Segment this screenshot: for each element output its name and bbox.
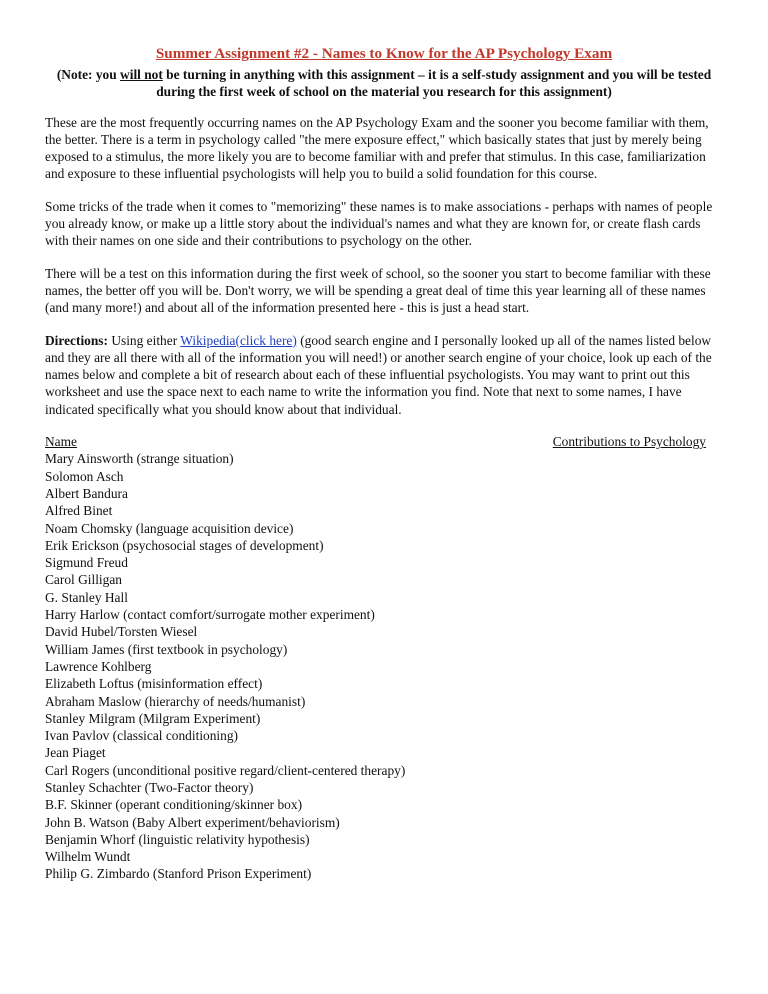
list-item: Jean Piaget: [45, 745, 106, 761]
contributions-column-header: Contributions to Psychology: [552, 434, 706, 450]
list-item: Lawrence Kohlberg: [45, 658, 152, 674]
list-item: Noam Chomsky (language acquisition device): [45, 520, 294, 536]
list-item: Abraham Maslow (hierarchy of needs/humanist): [45, 693, 306, 709]
names-table-header: [45, 433, 706, 450]
list-item: Carol Gilligan: [45, 572, 122, 588]
list-item: Carl Rogers (unconditional positive regard/client-centered therapy): [45, 762, 406, 778]
list-item: Benjamin Whorf (linguistic relativity hypothesis): [45, 831, 310, 847]
list-item: Albert Bandura: [45, 485, 128, 501]
name-column-header: Name: [45, 434, 77, 450]
test-paragraph: There will be a test on this information during the first week of school, so the sooner you start to become familiar with these names, the better off you will be. Don't worry, we will be spending a great deal of time this year learning all of these names (and many more!) and about all of the information presented here - this is just a head start.: [45, 265, 711, 316]
list-item: William James (first textbook in psychology): [45, 641, 288, 657]
list-item: Solomon Asch: [45, 468, 124, 484]
document-page: [45, 44, 723, 883]
directions-before-link: Using either: [107, 332, 181, 348]
intro-paragraph: These are the most frequently occurring names on the AP Psychology Exam and the sooner you become familiar with them, the better. There is a term in psychology called "the mere exposure effect," which basically states that just by merely being exposed to a stimulus, the more likely you are to become familiar with and prefer that stimulus. In this case, familiarization and exposure to these influential psychologists will help you to build a solid foundation for this course.: [45, 114, 709, 182]
list-item: Harry Harlow (contact comfort/surrogate mother experiment): [45, 607, 375, 623]
list-item: Ivan Pavlov (classical conditioning): [45, 728, 239, 744]
list-item: Stanley Schachter (Two-Factor theory): [45, 779, 254, 795]
assignment-note: [45, 66, 723, 101]
psychologist-name-list: [45, 450, 723, 882]
directions-after-link: (good search engine and I personally looked up all of the names listed below and they are all there with all of the information you will need!) or another search engine of your choice, look up each of the names below and complete a bit of research about each of these influential psychologists. You may want to print out this worksheet and use the space next to each name to write the information you find. Note that next to some names, I have indicated specifically what you should know about that individual.: [45, 332, 712, 417]
page-title: Summer Assignment #2 - Names to Know for the AP Psychology Exam: [155, 45, 613, 62]
list-item: B.F. Skinner (operant conditioning/skinner box): [45, 797, 303, 813]
directions-paragraph: [45, 332, 723, 418]
tips-paragraph: Some tricks of the trade when it comes to "memorizing" these names is to make associations - perhaps with names of people you already know, or make up a little story about the individual's names and what they are known for, or create flash cards with their names on one side and their contributions to psychology on the other.: [45, 198, 713, 249]
list-item: David Hubel/Torsten Wiesel: [45, 624, 198, 640]
note-after: be turning in anything with this assignment – it is a self-study assignment and you will be tested during the first week of school on the material you research for this assignment): [156, 67, 712, 100]
directions-label: Directions:: [45, 332, 108, 348]
list-item: Elizabeth Loftus (misinformation effect): [45, 676, 263, 692]
list-item: Philip G. Zimbardo (Stanford Prison Experiment): [45, 866, 312, 882]
list-item: Stanley Milgram (Milgram Experiment): [45, 710, 261, 726]
list-item: Erik Erickson (psychosocial stages of development): [45, 537, 324, 553]
list-item: Sigmund Freud: [45, 555, 128, 571]
wikipedia-link[interactable]: Wikipedia(click here): [180, 332, 297, 348]
list-item: Mary Ainsworth (strange situation): [45, 451, 234, 467]
list-item: Alfred Binet: [45, 503, 113, 519]
note-emphasis: will not: [120, 67, 163, 82]
note-before: (Note: you: [56, 67, 121, 82]
list-item: G. Stanley Hall: [45, 589, 128, 605]
list-item: Wilhelm Wundt: [45, 849, 131, 865]
list-item: John B. Watson (Baby Albert experiment/behaviorism): [45, 814, 340, 830]
